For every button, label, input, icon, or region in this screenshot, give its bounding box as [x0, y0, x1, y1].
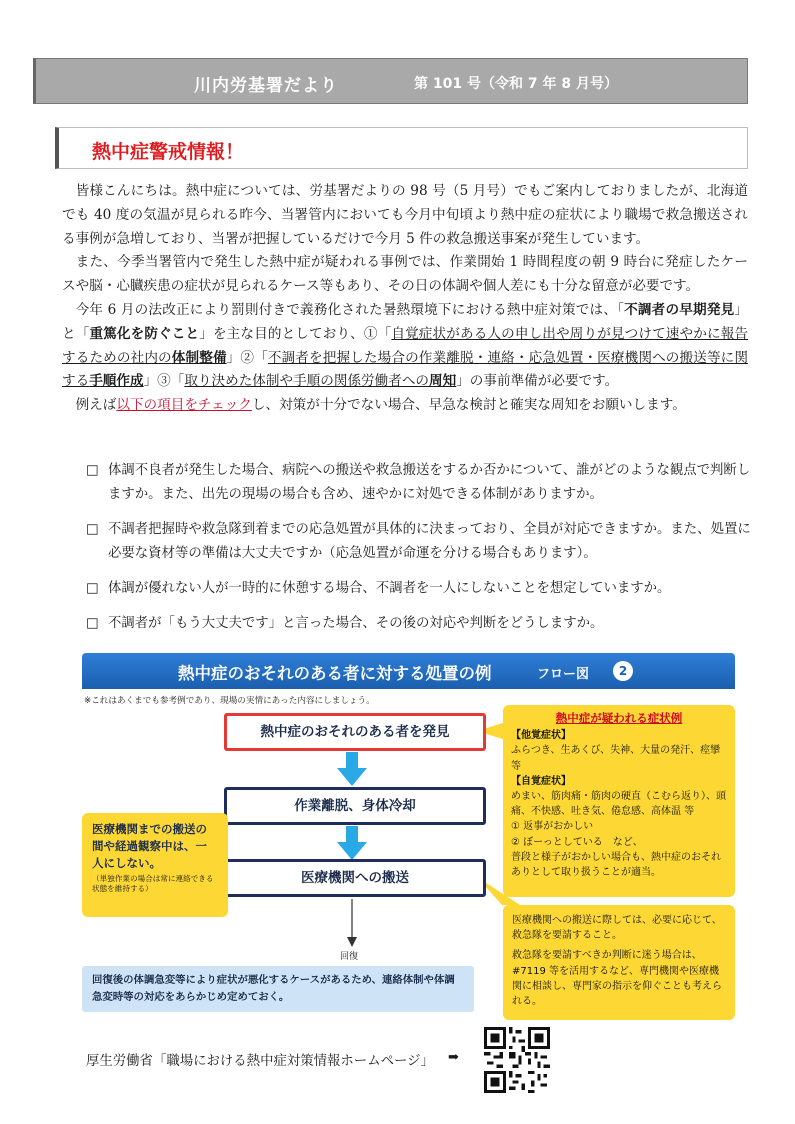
checklist-item: □ 不調者把握時や救急隊到着までの応急処置が具体的に決まっており、全員が対応できますか。また、処置に必要な資材等の準備は大丈夫ですか（応急処置が命運を分ける場合もあります）。: [86, 518, 751, 566]
prevent-severity-text: 重篤化を防ぐこと: [89, 325, 200, 342]
paragraph-3: 今年 6 月の法改正により罰則付きで義務化された暑熱環境下における熱中症対策では、「不調者の早期発見」と「重篤化を防ぐこと」を主な目的としており、①「自覚症状がある人の申し出や周りが見つけて速やかに報告するための社内の体制整備」②「不調者を把握した場合の作業離脱・連絡・応急処置・医療機関への搬送等に関する手順作成」③「取り決めた体制や手順の関係労働者への周知」の事前準備が必要です。: [62, 301, 749, 390]
item2-text: 不調者を把握した場合の作業離脱・連絡・応急処置・医療機関への搬送等に関する手順作成: [62, 349, 749, 390]
recovery-label: 回復: [340, 952, 359, 962]
paragraph-2: また、今季当署管内で発生した熱中症が疑われる事例では、作業開始 1 時間程度の朝 9 時台に発症したケースや脳・心臓疾患の症状が見られるケース等もあり、その日の体調や個人差にも十分な留意が必要です。: [62, 254, 748, 295]
paragraph-4: 例えば以下の項目をチェックし、対策が十分でない場合、早急な検討と確実な周知をお願いします。: [75, 397, 686, 414]
masthead: [33, 58, 748, 104]
newsletter-title: 川内労基署だより: [194, 76, 338, 96]
flow-title: 熱中症のおそれのある者に対する処置の例: [178, 664, 492, 683]
article-body: [62, 180, 748, 418]
checklist-item: □ 体調不良者が発生した場合、病院への搬送や救急搬送をするか否かについて、誰がどのような観点で判断しますか。また、出先の現場の場合も含め、速やかに対処できる体制がありますか。: [86, 459, 751, 507]
symptoms-title: 熱中症が疑われる症状例: [555, 711, 683, 725]
checkbox-icon: □: [86, 616, 99, 631]
flow-figure: [82, 653, 735, 1022]
transport-callout: 医療機関への搬送に際しては、必要に応じて、救急隊を要請すること。 救急隊を要請すべきか判断に迷う場合は、#7119 等を活用するなど、専門機関や医療機関に相談し、専門家の指示を仰ぐことも考えられる。: [503, 905, 735, 1020]
early-detection-text: 不調者の早期発見: [624, 301, 735, 318]
footer-text: 厚生労働省「職場における熱中症対策情報ホームページ」: [86, 1054, 434, 1069]
paragraph-1: 皆様こんにちは。熱中症については、労基署だよりの 98 号（5 月号）でもご案内しておりましたが、北海道でも 40 度の気温が見られる昨今、当署管内においても今月中旬頃より熱中症の症状により職場で救急搬送される事例が急増しており、当署が把握しているだけで今月 5 件の救急搬送事案が発生しています。: [62, 183, 748, 247]
section-title: 熱中症警戒情報！: [92, 141, 245, 163]
checkbox-icon: □: [86, 463, 99, 478]
symptoms-callout: 熱中症が疑われる症状例 【他覚症状】 ふらつき、生あくび、失神、大量の発汗、痙攣 等 【自覚症状】 めまい、筋肉痛・筋肉の硬直（こむら返り）、頭痛、不快感、吐き気、倦怠感、高体温 等 ① 返事がおかしい ② ぼーっとしている など、 普段と様子がおかしい場合も、熱中症のおそれありとして取り扱うことが適当。: [503, 705, 735, 897]
step-cooling: 作業離脱、身体冷却: [224, 787, 486, 825]
down-arrow-icon: [337, 752, 367, 786]
issue-number: 第 101 号（令和 7 年 8 月号）: [414, 76, 618, 92]
checkbox-icon: □: [86, 522, 99, 537]
checklist-item: □ 不調者が「もう大丈夫です」と言った場合、その後の対応や判断をどうしますか。: [86, 612, 751, 636]
item3-text: 取り決めた体制や手順の関係労働者への周知: [184, 373, 457, 390]
left-callout: 医療機関までの搬送の間や経過観察中は、一人にしない。 （単独作業の場合は常に連絡できる状態を維持する）: [82, 813, 228, 917]
flow-number-badge: 2: [613, 661, 633, 681]
step-transport: 医療機関への搬送: [224, 859, 486, 897]
checklist-item: □ 体調が優れない人が一時的に休憩する場合、不調者を一人にしないことを想定していますか。: [86, 577, 751, 601]
checklist: [86, 459, 751, 647]
checkbox-icon: □: [86, 581, 99, 596]
down-arrow-icon: [337, 826, 367, 860]
section-heading: [55, 127, 748, 169]
flow-label: フロー図: [537, 667, 590, 682]
bottom-note: 回復後の体調急変等により症状が悪化するケースがあるため、連絡体制や体調急変時等の対応をあらかじめ定めておく。: [82, 966, 474, 1012]
recovery-arrowhead: [347, 937, 357, 947]
check-items-link: 以下の項目をチェック: [116, 397, 252, 414]
qr-code-icon[interactable]: [484, 1027, 550, 1093]
item1-text: 自覚症状がある人の申し出や周りが見つけて速やかに報告するための社内の体制整備: [62, 325, 749, 366]
arrow-right-icon: ➡: [448, 1050, 459, 1065]
flow-note: ※これはあくまでも参考例であり、現場の実情にあった内容にしましょう。: [84, 696, 375, 706]
step-discover: 熱中症のおそれのある者を発見: [224, 713, 486, 751]
